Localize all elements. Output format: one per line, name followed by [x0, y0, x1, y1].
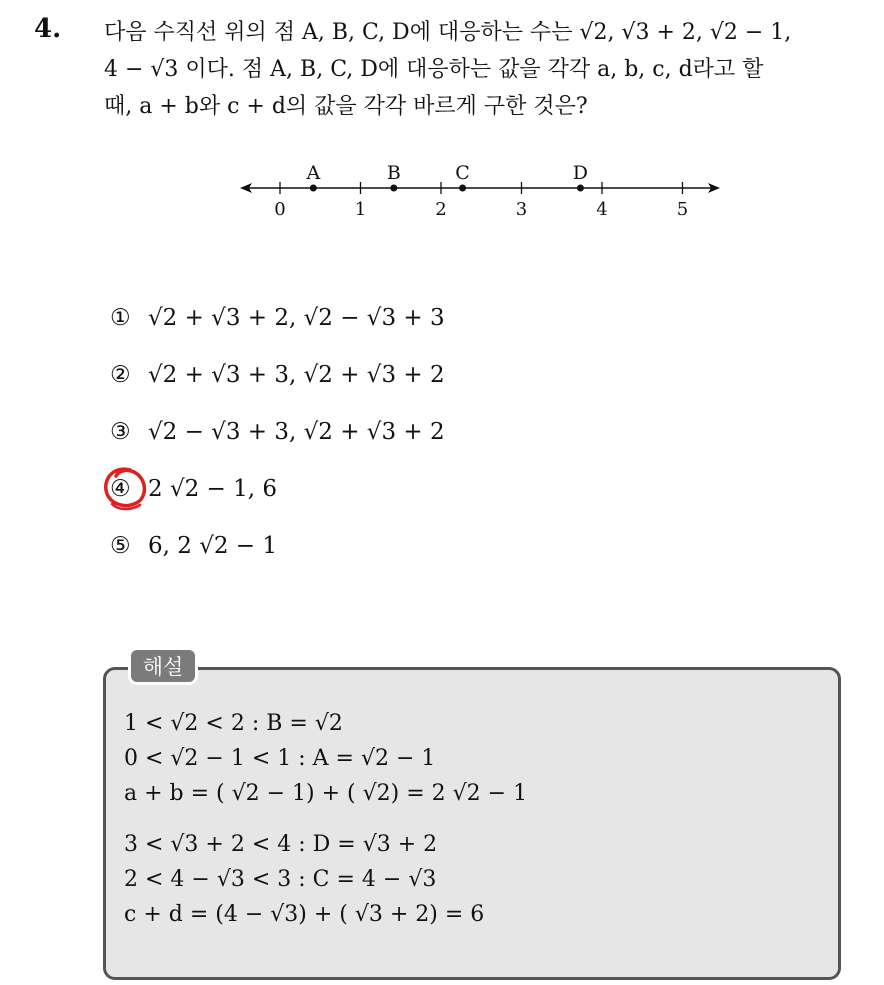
question-number: 4.	[34, 14, 62, 44]
choice-text: √2 + √3 + 3, √2 + √3 + 2	[148, 362, 445, 388]
choice-text: 6, 2 √2 − 1	[148, 533, 278, 559]
choice-text: √2 − √3 + 3, √2 + √3 + 2	[148, 419, 445, 445]
solution-lines	[124, 706, 527, 932]
choice-4[interactable]	[110, 476, 445, 533]
point-dot	[577, 185, 584, 192]
tick-label: 5	[676, 199, 689, 220]
answer-circle-icon	[100, 464, 154, 512]
point-label: B	[386, 162, 401, 184]
choice-3[interactable]	[110, 419, 445, 476]
choice-text: 2 √2 − 1, 6	[148, 476, 278, 502]
point-dot	[459, 185, 466, 192]
point-label: A	[306, 162, 321, 184]
number-line-figure	[238, 158, 728, 228]
solution-gap	[124, 811, 527, 827]
solution-title: 해설	[128, 647, 198, 685]
choice-mark: ④	[110, 476, 131, 502]
question-line: 다음 수직선 위의 점 A, B, C, D에 대응하는 수는 √2, √3 + 2, √2 − 1,	[104, 20, 792, 45]
choice-list	[110, 305, 445, 590]
solution-line: c + d = (4 − √3) + ( √3 + 2) = 6	[124, 902, 485, 927]
choice-text: √2 + √3 + 2, √2 − √3 + 3	[148, 305, 445, 331]
choice-5[interactable]	[110, 533, 445, 590]
choice-mark: ③	[110, 419, 131, 445]
solution-line: 1 < √2 < 2 : B = √2	[124, 711, 343, 736]
solution-line: 0 < √2 − 1 < 1 : A = √2 − 1	[124, 746, 436, 771]
question-line: 4 − √3 이다. 점 A, B, C, D에 대응하는 값을 각각 a, b, c, d라고 할	[104, 57, 764, 82]
question-line: 때, a + b와 c + d의 값을 각각 바르게 구한 것은?	[104, 94, 588, 119]
solution-line: 3 < √3 + 2 < 4 : D = √3 + 2	[124, 832, 438, 857]
tick-label: 4	[596, 199, 608, 220]
point-label: D	[572, 162, 589, 184]
choice-mark: ①	[110, 305, 131, 331]
tick-label: 2	[435, 199, 447, 220]
point-dot	[390, 185, 397, 192]
question-text	[104, 14, 864, 125]
choice-mark: ⑤	[110, 533, 131, 559]
choice-2[interactable]	[110, 362, 445, 419]
tick-label: 0	[274, 199, 286, 220]
tick-label: 3	[515, 199, 528, 220]
solution-line: 2 < 4 − √3 < 3 : C = 4 − √3	[124, 867, 437, 892]
choice-mark: ②	[110, 362, 131, 388]
choice-1[interactable]	[110, 305, 445, 362]
tick-label: 1	[354, 199, 367, 220]
point-label: C	[455, 162, 470, 184]
point-dot	[310, 185, 317, 192]
solution-line: a + b = ( √2 − 1) + ( √2) = 2 √2 − 1	[124, 781, 528, 806]
